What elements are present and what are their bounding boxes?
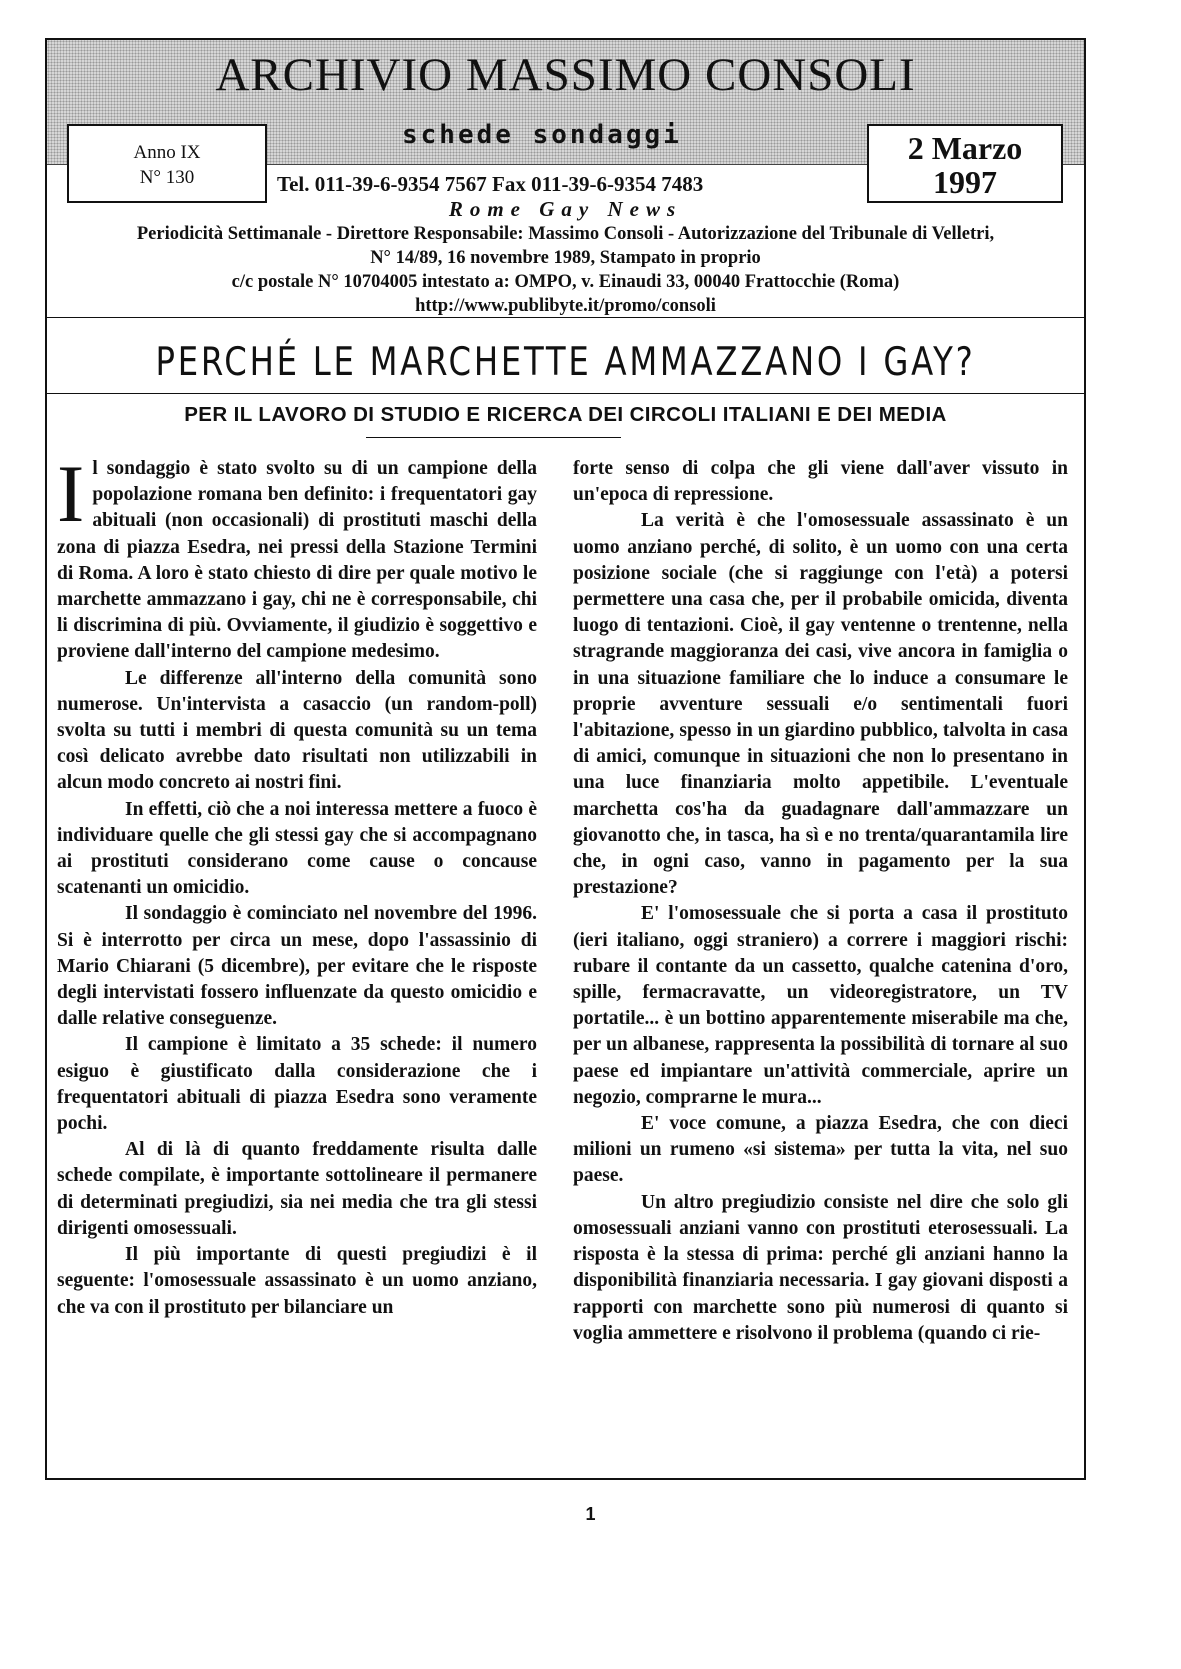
page-frame — [45, 38, 1086, 1480]
pub-info-line: c/c postale N° 10704005 intestato a: OMPO, v. Einaudi 33, 00040 Frattocchie (Roma) — [231, 272, 900, 292]
paragraph: E' l'omosessuale che si porta a casa il prostituto (ieri italiano, oggi straniero) a correre i maggiori rischi: rubare il contante da un cassetto, qualche catenina d'oro, spille, fermacravatte, un videoregistratore, un TV portatile... è un bottino apparentemente miserabile ma che, per un albanese, rappresenta la possibilità di tornare al suo paese ed impiantare un'attività commerciale, aprire un negozio, comprarne le mura... — [573, 903, 1068, 1108]
article-headline: PERCHÉ LE MARCHETTE AMMAZZANO I GAY? — [155, 340, 976, 385]
masthead-subtitle: schede sondaggi — [402, 120, 682, 150]
paragraph: E' voce comune, a piazza Esedra, che con dieci milioni un rumeno «si sistema» per tutta la vita, nel suo paese. — [573, 1113, 1068, 1187]
page-number: 1 — [585, 1504, 596, 1524]
pub-info-line: N° 14/89, 16 novembre 1989, Stampato in proprio — [370, 248, 761, 268]
issue-box — [67, 124, 267, 203]
paragraph: La verità è che l'omosessuale assassinato è un uomo anziano perché, di solito, è un uomo con una certa posizione sociale (che si raggiunge con l'età) a potersi permettere una casa che, per il probabile omicida, diventa luogo di tentazioni. Cioè, il gay ventenne o trentenne, nella stragrande maggioranza dei casi, vive ancora in famiglia o in una situazione familiare che lo induce a consumare le proprie avventure sessuali e/o sentimentali fuori l'abitazione, spesso in un giardino pubblico, talvolta in casa di amici, comunque in situazioni che non lo presentano in una luce finanziaria molto appetibile. L'eventuale marchetta cos'ha da guadagnare dall'ammazzare un giovanotto che, in tasca, ha sì e no trenta/quarantamila lire che, in ogni caso, vanno in pagamento per la sua prestazione? — [573, 510, 1068, 899]
pub-info-line: Periodicità Settimanale - Direttore Responsabile: Massimo Consoli - Autorizzazione del Tribunale di Velletri, — [136, 224, 995, 244]
article-column-left — [57, 448, 537, 1321]
article-column-right — [573, 456, 1068, 1347]
divider — [47, 317, 1084, 318]
drop-cap: I — [57, 448, 85, 539]
paragraph: Il sondaggio è stato svolto su di un campione della popolazione romana ben definito: i frequentatori gay abituali (non occasionali) di prostituti maschi della zona di piazza Esedra, nei pressi della Stazione Termini di Roma. A loro è stato chiesto di dire per quale motivo le marchette ammazzano i gay, chi ne è corresponsabile, chi li discrimina di più. Ovviamente, il giudizio è soggettivo e proviene dall'interno del campione medesimo. — [57, 448, 537, 663]
issue-number: N° 130 — [139, 167, 195, 188]
paragraph: Il sondaggio è cominciato nel novembre del 1996. Si è interrotto per circa un mese, dopo l'assassinio di Mario Chiarani (5 dicembre), per evitare che le risposte degli intervistati fossero influenzate da questo omicidio e dalle relative conseguenze. — [57, 903, 537, 1030]
divider — [47, 393, 1084, 394]
issue-year: Anno IX — [133, 142, 201, 163]
publication-info — [47, 222, 1084, 318]
paragraph: In effetti, ciò che a noi interessa mettere a fuoco è individuare quelle che gli stessi gay che si accompagnano ai prostituti considerano come cause o concause scatenanti un omicidio. — [57, 798, 537, 899]
archive-title: ARCHIVIO MASSIMO CONSOLI — [215, 49, 916, 101]
paragraph: Il più importante di questi pregiudizi è il seguente: l'omosessuale assassinato è un uomo anziano, che va con il prostituto per bilanciare un — [57, 1244, 537, 1318]
paragraph: Il campione è limitato a 35 schede: il numero esiguo è giustificato dalla considerazione che i frequentatori abituali di piazza Esedra sono veramente pochi. — [57, 1034, 537, 1135]
paragraph: Al di là di quanto freddamente risulta dalle schede compilate, è importante sottolineare il permanere di determinati pregiudizi, sia nei media che tra gli stessi dirigenti omosessuali. — [57, 1139, 537, 1239]
issue-year-number: 1997 — [933, 164, 997, 200]
website-link[interactable]: http://www.publibyte.it/promo/consoli — [415, 296, 716, 316]
contact-line: Tel. 011-39-6-9354 7567 Fax 011-39-6-9354 7483 — [277, 172, 704, 196]
publication-name: Rome Gay News — [448, 197, 683, 221]
paragraph: forte senso di colpa che gli viene dall'aver vissuto in un'epoca di repressione. — [573, 458, 1068, 506]
paragraph: Un altro pregiudizio consiste nel dire che solo gli omosessuali anziani vanno con prostituti eterosessuali. La risposta è la stessa di prima: perché gli anziani hanno la disponibilità finanziaria necessaria. I gay giovani disposti a rapporti con marchette sono più numerosi di quanto si voglia ammettere e risolvono il problema (quando ci rie- — [573, 1191, 1068, 1344]
paragraph: Le differenze all'interno della comunità sono numerose. Un'intervista a casaccio (un random-poll) svolta su tutti i membri di questa comunità su un tema così delicato avrebbe dato risultati non utilizzabili in alcun modo concreto ai nostri fini. — [57, 667, 537, 794]
article-subhead: PER IL LAVORO DI STUDIO E RICERCA DEI CIRCOLI ITALIANI E DEI MEDIA — [184, 403, 947, 426]
date-box — [867, 124, 1063, 203]
subhead-underline — [366, 437, 621, 438]
issue-day: 2 Marzo — [907, 130, 1023, 166]
